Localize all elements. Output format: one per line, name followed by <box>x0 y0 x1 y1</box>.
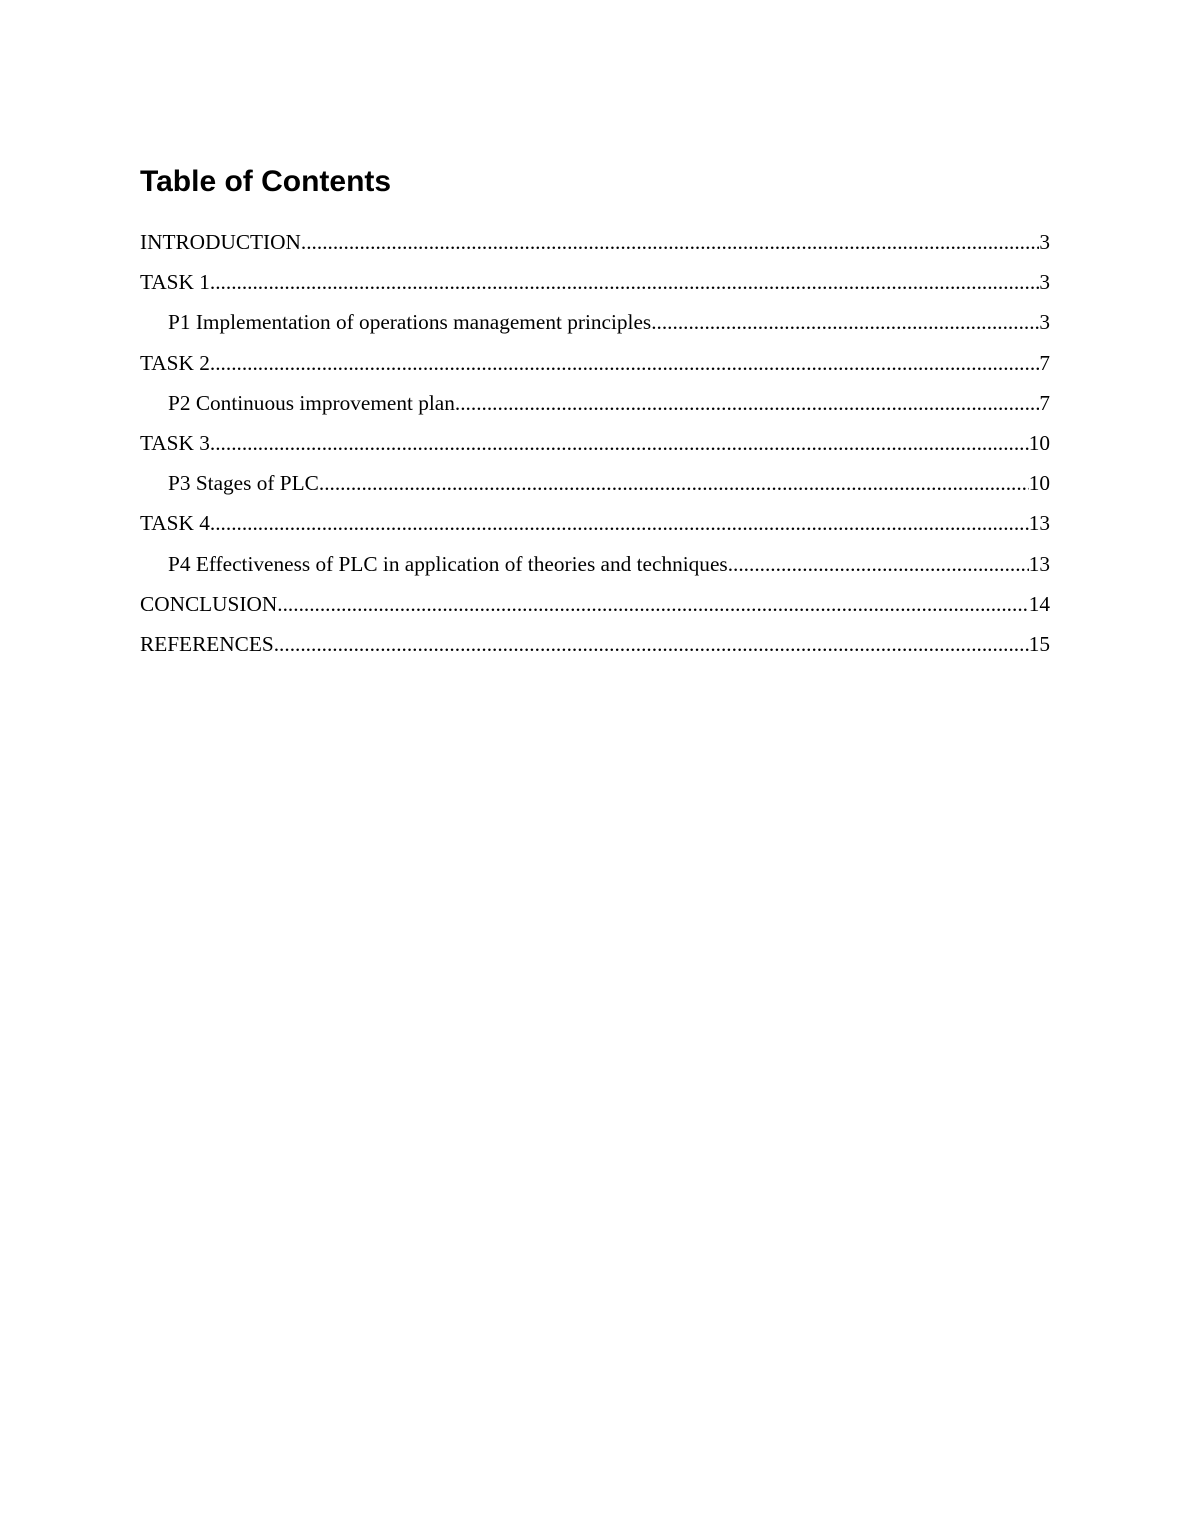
toc-entry-label: CONCLUSION <box>140 591 278 616</box>
dot-leader <box>210 267 1039 297</box>
toc-entry-task-3[interactable] <box>140 428 1050 468</box>
toc-entry-p1[interactable] <box>140 307 1050 347</box>
dot-leader <box>210 428 1029 458</box>
dot-leader <box>728 549 1029 579</box>
toc-entry-label: P2 Continuous improvement plan <box>168 390 455 415</box>
toc-entry-page-number: 3 <box>1039 310 1050 335</box>
toc-entry-page-number: 3 <box>1039 230 1050 254</box>
toc-entry-label: INTRODUCTION <box>140 230 301 254</box>
toc-entry-task-1[interactable] <box>140 267 1050 307</box>
dot-leader <box>210 348 1039 378</box>
dot-leader <box>277 589 1028 619</box>
dot-leader <box>651 307 1039 337</box>
toc-entry-label: P4 Effectiveness of PLC in application of theories and techniques <box>168 551 728 576</box>
toc-entry-page-number: 13 <box>1028 511 1050 536</box>
toc-entry-label: TASK 4 <box>140 511 210 536</box>
toc-entry-page-number: 7 <box>1039 350 1050 375</box>
toc-entry-label: TASK 1 <box>140 270 210 295</box>
toc-entry-label: P3 Stages of PLC <box>168 471 319 496</box>
toc-entry-task-4[interactable] <box>140 508 1050 548</box>
dot-leader <box>301 227 1039 257</box>
toc-entry-page-number: 10 <box>1028 471 1050 496</box>
dot-leader <box>274 629 1029 659</box>
toc-entry-task-2[interactable] <box>140 348 1050 388</box>
dot-leader <box>210 508 1029 538</box>
toc-entry-p4[interactable] <box>140 549 1050 589</box>
toc-entry-label: P1 Implementation of operations management principles <box>168 310 652 335</box>
toc-entry-p3[interactable] <box>140 468 1050 508</box>
toc-entry-page-number: 3 <box>1039 270 1050 295</box>
toc-entry-label: TASK 3 <box>140 430 210 455</box>
toc-entry-introduction[interactable] <box>140 227 1050 267</box>
toc-entry-page-number: 13 <box>1028 551 1050 576</box>
table-of-contents <box>140 227 1050 669</box>
toc-entry-label: REFERENCES <box>140 631 274 656</box>
toc-entry-page-number: 10 <box>1028 430 1050 455</box>
dot-leader <box>455 388 1039 418</box>
toc-entry-page-number: 7 <box>1039 390 1050 415</box>
dot-leader <box>319 468 1029 498</box>
toc-entry-page-number: 15 <box>1028 631 1050 656</box>
toc-entry-label: TASK 2 <box>140 350 210 375</box>
toc-entry-p2[interactable] <box>140 388 1050 428</box>
toc-entry-page-number: 14 <box>1028 591 1050 616</box>
toc-entry-conclusion[interactable] <box>140 589 1050 629</box>
toc-entry-references[interactable] <box>140 629 1050 669</box>
toc-heading: Table of Contents <box>140 165 392 198</box>
